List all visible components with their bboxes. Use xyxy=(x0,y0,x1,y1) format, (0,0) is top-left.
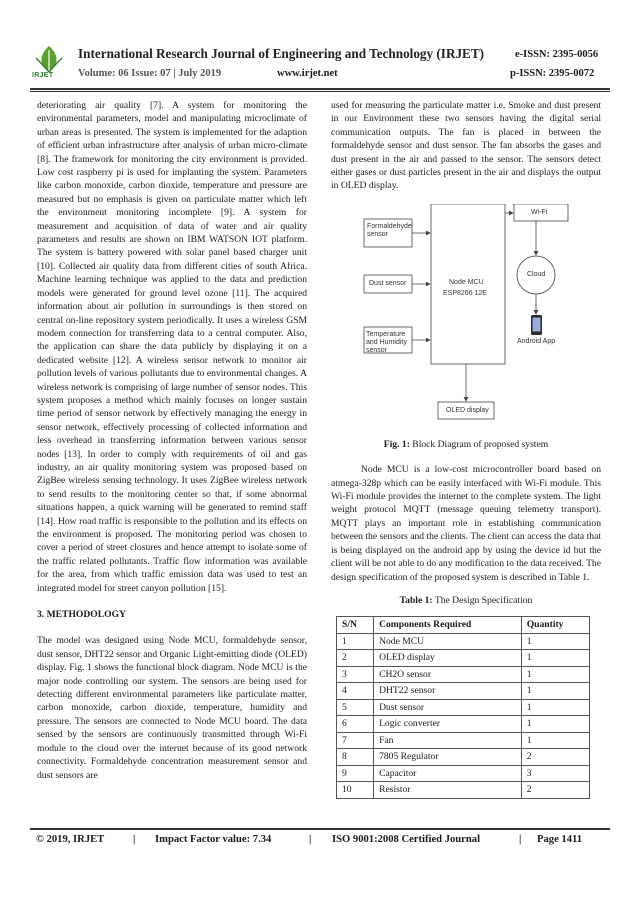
header-quantity: Quantity xyxy=(521,617,589,634)
cell-sn: 9 xyxy=(337,765,374,782)
node-mcu-label: Node MCU xyxy=(449,278,484,286)
cell-sn: 8 xyxy=(337,749,374,766)
table-header-row xyxy=(337,617,590,634)
android-app-label: Android App xyxy=(517,337,556,345)
cell-quantity: 2 xyxy=(521,782,589,799)
header-rule xyxy=(30,88,610,92)
table-row xyxy=(337,683,590,700)
e-issn: e-ISSN: 2395-0056 xyxy=(515,49,599,60)
table-row xyxy=(337,650,590,667)
left-column xyxy=(37,99,307,782)
footer-rule xyxy=(30,828,610,830)
cell-sn: 5 xyxy=(337,699,374,716)
logo-leaf-icon xyxy=(30,44,68,74)
cell-sn: 2 xyxy=(337,650,374,667)
cell-component: OLED display xyxy=(374,650,522,667)
journal-website[interactable]: www.irjet.net xyxy=(277,68,338,79)
cell-component: Node MCU xyxy=(374,633,522,650)
cell-component: Dust sensor xyxy=(374,699,522,716)
footer-iso: ISO 9001:2008 Certified Journal xyxy=(332,834,481,845)
design-specification-table xyxy=(336,616,590,799)
table-row xyxy=(337,782,590,799)
cell-quantity: 1 xyxy=(521,699,589,716)
footer-copyright: © 2019, IRJET xyxy=(36,834,105,845)
volume-issue: Volume: 06 Issue: 07 | July 2019 xyxy=(78,68,222,79)
body-paragraph: The model was designed using Node MCU, formaldehyde sensor, dust sensor, DHT22 sensor and Organic Light-emitting diode (OLED) display. Fig. 1 shows the functional block diagram. Node MCU is the major node controlling our system. The sensors are being used for detecting different environmental parameters like particulate matter, carbon monoxide, carbon dioxide, temperature, humidity and pressure. The sensors are connected to Node MCU board. The data sensed by the sensors are continuously transmitted through Wi-Fi module to the cloud over the internet because of its good network connectivity. Formaldehyde concentration measurement sensor and dust sensors are xyxy=(37,635,307,781)
cell-sn: 1 xyxy=(337,633,374,650)
cell-quantity: 1 xyxy=(521,666,589,683)
footer-impact-factor: Impact Factor value: 7.34 xyxy=(155,834,272,845)
footer-separator: | xyxy=(309,834,312,845)
table-row xyxy=(337,633,590,650)
header-components: Components Required xyxy=(374,617,522,634)
right-column xyxy=(331,99,601,799)
cell-quantity: 2 xyxy=(521,749,589,766)
table-row xyxy=(337,699,590,716)
table-caption-prefix: Table 1: xyxy=(399,594,433,606)
body-paragraph: deteriorating air quality [7]. A system for monitoring the environmental parameters, model and manipulating microclimate of urban areas is presented. The system is implemented for the adaption of efficient urban infrastructure after analysis of urban micro-climate [8]. The framework for monitoring the city environment is provided. Low cost raspberry pi is used for implanting the system. Parameters like carbon monoxide, carbon dioxide, temperature and pressure are measured but no emphasis is given on particulate matter which left the environment monitoring incomplete [9]. A system for measurement and acquisition of data of water and air quality parameters and results are shown on IBM WATSON IOT platform. The system is battery powered with solar panel based charger unit [10]. Collected air quality data from different cities of south Africa. Machine learning technique was applied to the data and prediction models were generated for ground level ozone [11]. The acquired information about air pollution in surroundings is then stored on central on-line repository system periodically. It uses a wireless GSM modem connection for transferring data to a central computer. Also, the application can share the data publicly by displaying it on a dedicated website [12]. A wireless sensor network to monitor air pollution levels of various pollutants due to environmental changes. A wireless network is comprising of large number of sensor nodes. This system proposes a method which mainly focuses on longer sustain time period of sensor network by effectively managing the energy in sensor network, effectively processing of collected information and less overhead in transferring information between various sensor nodes [13]. In order to comply with requirements of oil and gas industry, an air quality monitoring system was proposed based on ZigBee wireless sensing technology. It uses ZigBee wireless network to send results to the monitoring center so that, if some abnormal situations happen, a quick warning will be generated to remind staff [14]. How road traffic is responsible to the pollution and its effects on the environment is proposed. The monitoring period was chosen to cover a period of street closures and hence attempt to isolate some of the traffic related pollutants. Traffic flow information was available for the area, from which traffic emission data was used to test an integrated model for street canyon pollution [15]. xyxy=(37,100,307,594)
irjet-logo xyxy=(30,44,68,84)
cloud-label: Cloud xyxy=(527,270,546,278)
cell-component: Fan xyxy=(374,732,522,749)
dust-sensor-label: Dust sensor xyxy=(369,279,407,287)
p-issn: p-ISSN: 2395-0072 xyxy=(510,68,595,79)
figure-caption xyxy=(331,438,601,451)
table-row xyxy=(337,765,590,782)
cell-component: Logic converter xyxy=(374,716,522,733)
cell-component: Capacitor xyxy=(374,765,522,782)
cell-component: 7805 Regulator xyxy=(374,749,522,766)
caption-prefix: Fig. 1: xyxy=(383,438,410,450)
logo-text: IRJET xyxy=(32,72,54,79)
table-row xyxy=(337,716,590,733)
footer-separator: | xyxy=(133,834,136,845)
cell-sn: 7 xyxy=(337,732,374,749)
journal-header xyxy=(30,44,610,88)
cell-sn: 6 xyxy=(337,716,374,733)
cell-component: Resistor xyxy=(374,782,522,799)
table-caption xyxy=(331,594,601,607)
footer-separator: | xyxy=(519,834,522,845)
caption-text: Block Diagram of proposed system xyxy=(409,438,549,450)
body-paragraph: Node MCU is a low-cost microcontroller board based on atmega-328p which can be easily interfaced with Wi-Fi module. This Wi-Fi module provides the internet to the complete system. The light weight protocol MQTT (message queuing telemetry transport). MQTT plays an important role in establishing communication between the sensors and the clients. The client can access the data that is being displayed on the android app by using the device id but the client will be not able to do any modification to the data received. The design specification of the proposed system is described in Table 1. xyxy=(331,464,601,583)
wifi-label: Wi-Fi xyxy=(531,208,548,216)
cell-component: DHT22 sensor xyxy=(374,683,522,700)
cell-quantity: 1 xyxy=(521,716,589,733)
block-diagram-figure xyxy=(331,204,601,426)
cell-sn: 4 xyxy=(337,683,374,700)
cell-quantity: 1 xyxy=(521,633,589,650)
table-row xyxy=(337,749,590,766)
body-paragraph: used for measuring the particulate matter i.e. Smoke and dust present in our Environment these two sensors having the digital serial communication outputs. The fan is placed in between the formaldehyde sensor and dust sensor. The fan absorbs the gases and dust present in the air and passed to the sensor. The sensors detect either gases or dust particles present in the air and displays the output in OLED display. xyxy=(331,100,601,192)
table-row xyxy=(337,666,590,683)
cell-quantity: 1 xyxy=(521,732,589,749)
oled-display-label: OLED display xyxy=(446,406,489,414)
cell-component: CH2O sensor xyxy=(374,666,522,683)
formaldehyde-sensor-label: Formaldehyde sensor xyxy=(367,222,412,238)
esp8266-label: ESP8266 12E xyxy=(443,289,487,297)
cell-sn: 10 xyxy=(337,782,374,799)
cell-quantity: 1 xyxy=(521,683,589,700)
table-caption-text: The Design Specification xyxy=(432,594,533,606)
journal-title: International Research Journal of Engineering and Technology (IRJET) xyxy=(78,46,485,61)
footer-page-number: Page 1411 xyxy=(537,834,583,845)
header-sn: S/N xyxy=(337,617,374,634)
temp-humidity-sensor-label: Temperature and Humidity sensor xyxy=(366,330,407,354)
table-row xyxy=(337,732,590,749)
cell-quantity: 3 xyxy=(521,765,589,782)
cell-quantity: 1 xyxy=(521,650,589,667)
section-heading: 3. METHODOLOGY xyxy=(37,609,127,621)
cell-sn: 3 xyxy=(337,666,374,683)
